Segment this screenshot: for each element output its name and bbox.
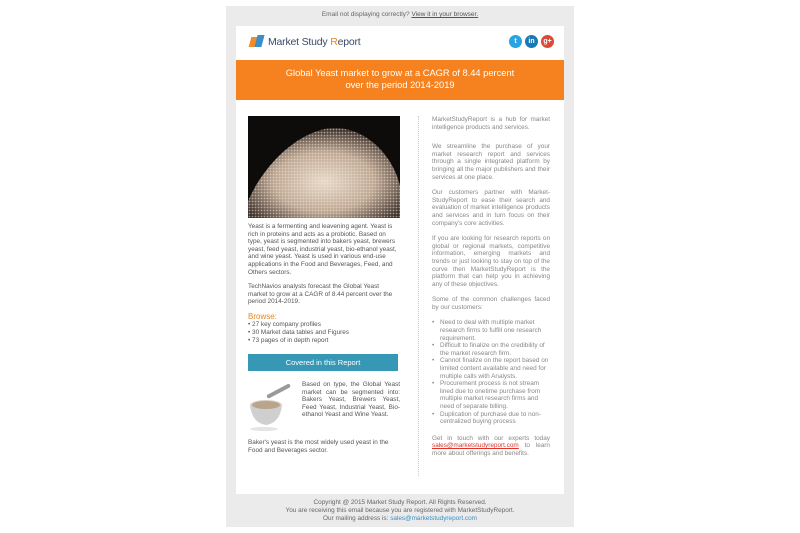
column-divider xyxy=(418,116,419,476)
view-in-browser-link[interactable]: View it in your browser. xyxy=(411,11,479,18)
yeast-image xyxy=(248,116,400,218)
registration-text: You are receiving this email because you are registered with MarketStudyReport. xyxy=(285,507,515,514)
right-column xyxy=(432,116,550,466)
partner-paragraph: Our customers partner with Market-StudyReport to ease their search and evaluation of market intelligence products and services and in turn focus on their company's core activities. xyxy=(432,189,550,227)
intro-paragraph: Yeast is a fermenting and leavening agent. Yeast is rich in proteins and acts as a probiotic. Based on type, yeast is segmented into bakers yeast, brewers yeast, feed yeast, industrial yeast, bio-ethanol yeast, and wine yeast. Yeast is used in various end-use applications in the Food and Beverages, Feed, and Others sectors. xyxy=(248,223,397,276)
challenges-intro: Some of the common challenges faced by our customers: xyxy=(432,296,550,311)
challenges-list xyxy=(432,319,550,425)
list-item: • Cannot finalize on the report based on limited content available and need for multiple calls with Analysts. xyxy=(432,357,550,380)
segments-paragraph: Based on type, the Global Yeast market can be segmented into: Bakers Yeast, Brewers Yeast, Feed Yeast, Industrial Yeast, Bio-ethanol Yeast and Wine Yeast. xyxy=(302,380,400,419)
social-links xyxy=(509,35,554,48)
looking-paragraph: If you are looking for research reports on global or regional markets, competitive information, emerging markets and trends or just looking to stay on top of the curve then MarketStudyReport is the platform that can help you in achieving any of these objectives. xyxy=(432,235,550,288)
mailing-address: Our mailing address is: sales@marketstudyreport.com xyxy=(323,515,477,522)
brand-logo[interactable] xyxy=(250,35,361,49)
brand-name: Market Study Report xyxy=(268,36,361,48)
segment-block xyxy=(248,381,400,433)
yeast-bowl-image xyxy=(248,381,294,433)
streamline-paragraph: We streamline the purchase of your market research report and services through a single integrated platform by bringing all the major publishers and their services at one place. xyxy=(432,143,550,181)
list-item: • Duplication of purchase due to non-centralized buying process xyxy=(432,411,550,426)
email-header xyxy=(236,26,564,58)
list-item: • 73 pages of in depth report xyxy=(248,337,400,345)
logo-mark-icon xyxy=(250,35,264,49)
contact-paragraph: Get in touch with our experts today sales@marketstudyreport.com to learn more about offerings and benefits. xyxy=(432,434,550,457)
top-note-text: Email not displaying correctly? xyxy=(321,11,410,18)
email-wrapper xyxy=(226,6,574,527)
linkedin-icon[interactable]: in xyxy=(525,35,538,48)
covered-in-report-button[interactable]: Covered in this Report xyxy=(248,354,398,371)
about-paragraph: MarketStudyReport is a hub for market intelligence products and services. xyxy=(432,116,550,131)
closing-paragraph: Baker's yeast is the most widely used yeast in the Food and Beverages sector. xyxy=(248,438,389,454)
browse-list xyxy=(248,321,400,345)
left-column xyxy=(248,116,400,454)
headline-line-2: over the period 2014-2019 xyxy=(345,80,455,90)
footer-email-link[interactable]: sales@marketstudyreport.com xyxy=(390,515,477,522)
email-card xyxy=(236,26,564,494)
forecast-paragraph: TechNavios analysts forecast the Global Yeast market to grow at a CAGR of 8.44 percent over the period 2014-2019. xyxy=(248,283,393,306)
list-item: • Difficult to finalize on the credibility of the market research firm. xyxy=(432,342,550,357)
headline-banner xyxy=(236,60,564,100)
google-plus-icon[interactable]: g+ xyxy=(541,35,554,48)
top-note xyxy=(226,11,574,18)
browse-heading: Browse: xyxy=(248,311,277,321)
list-item: • 30 Market data tables and Figures xyxy=(248,329,400,337)
twitter-icon[interactable]: t xyxy=(509,35,522,48)
copyright-text: Copyright @ 2015 Market Study Report. All Rights Reserved. xyxy=(313,499,487,506)
headline-line-1: Global Yeast market to grow at a CAGR of 8.44 percent xyxy=(285,68,515,78)
list-item: • 27 key company profiles xyxy=(248,321,400,329)
sales-email-link[interactable]: sales@marketstudyreport.com xyxy=(432,442,519,450)
email-footer xyxy=(226,499,574,523)
list-item: • Need to deal with multiple market research firms to fulfill one research requirement. xyxy=(432,319,550,342)
list-item: • Procurement process is not stream lined due to onetime purchase from multiple market research firms and need of separate billing. xyxy=(432,380,550,410)
